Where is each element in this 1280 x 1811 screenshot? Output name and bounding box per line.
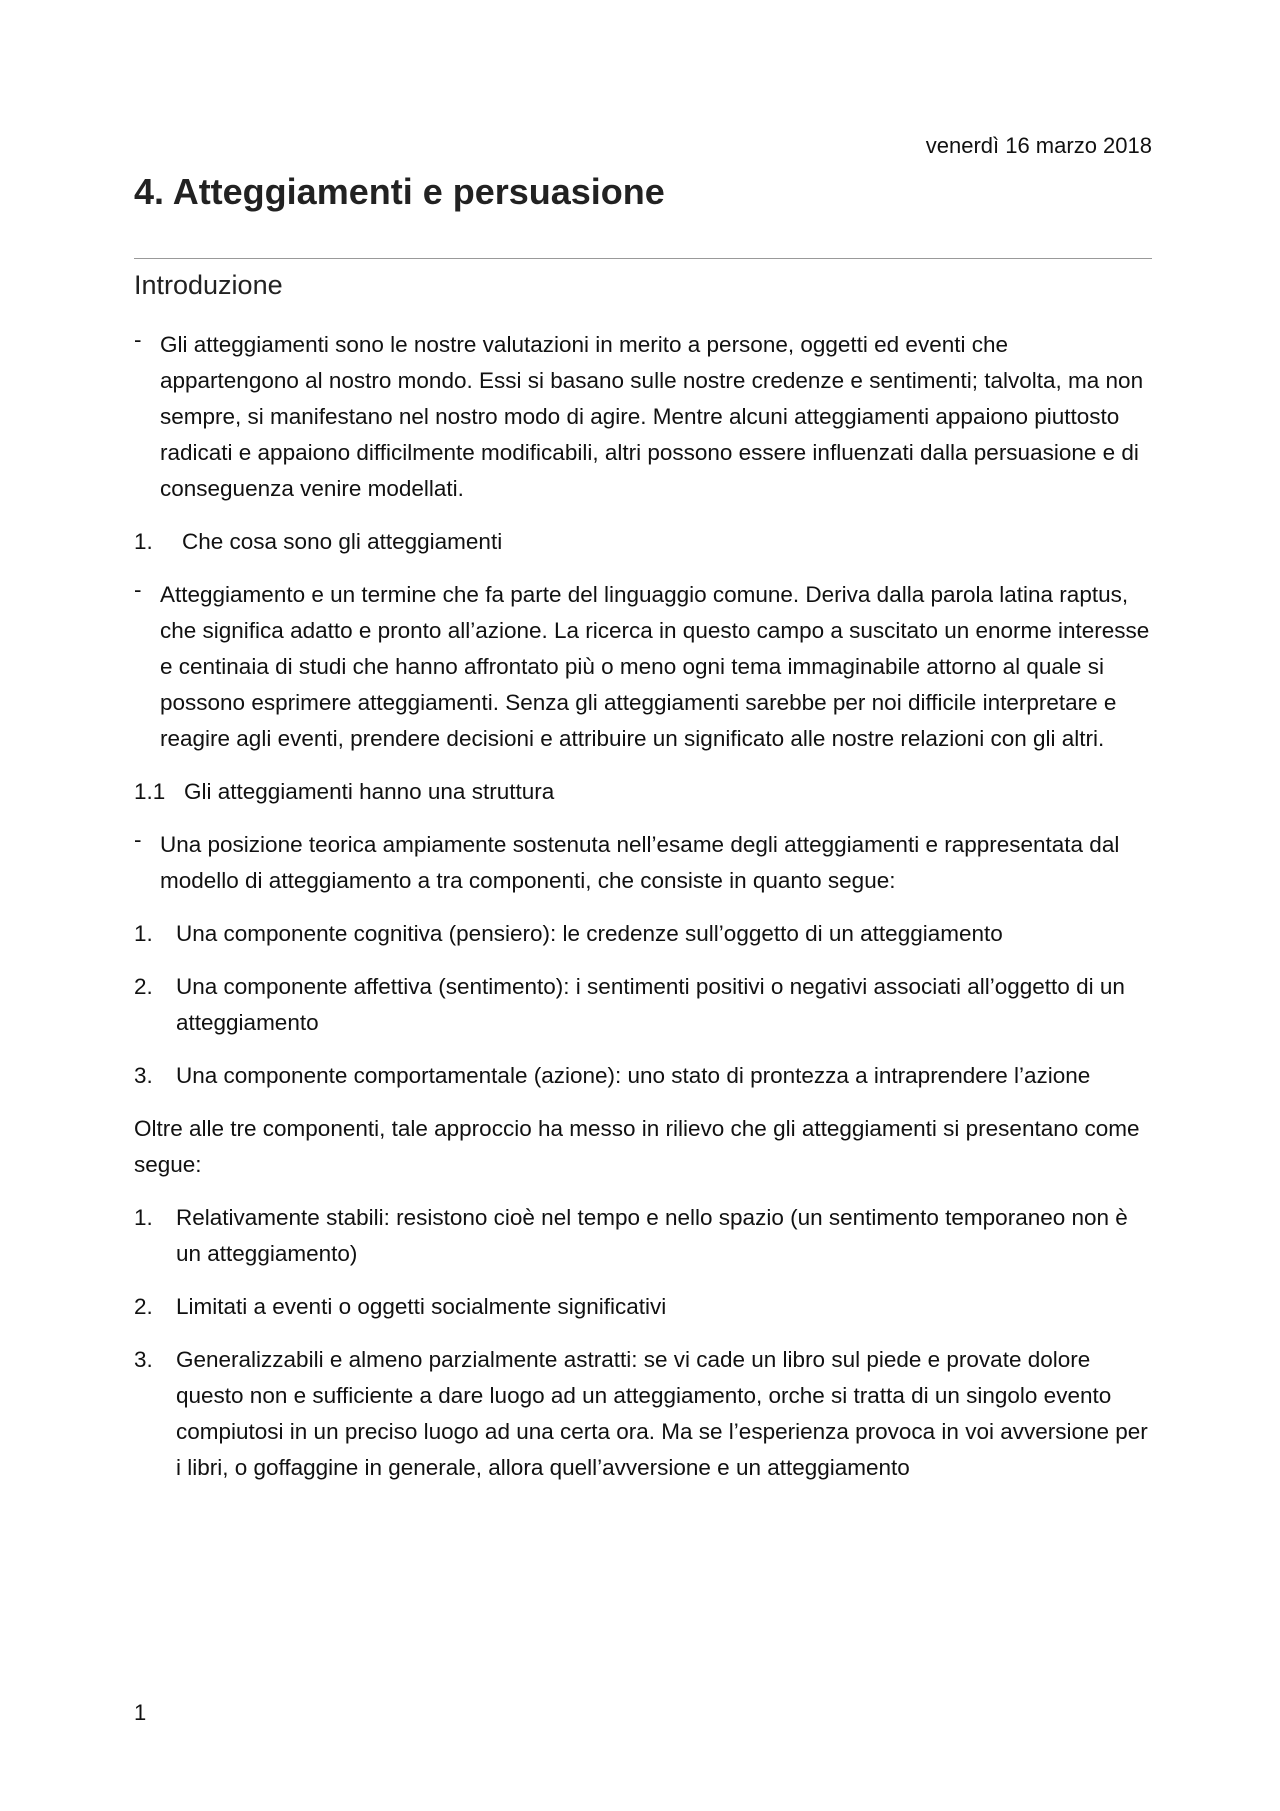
page-number: 1 <box>134 1700 147 1725</box>
subheading-text: Gli atteggiamenti hanno una struttura <box>184 779 555 804</box>
subheading-number: 1. <box>134 529 153 554</box>
item-number: 3. <box>134 1347 153 1372</box>
document-body <box>134 327 1152 1503</box>
chapter-title: 4. Atteggiamenti e persuasione <box>134 171 665 212</box>
item-text: Una componente comportamentale (azione): uno stato di prontezza a intraprendere l’azione <box>176 1063 1091 1088</box>
paragraph-text: Atteggiamento e un termine che fa parte del linguaggio comune. Deriva dalla parola latina raptus, che significa adatto e pronto all’azione. La ricerca in questo campo a suscitato un enorme interesse e centinaia di studi che hanno affrontato più o meno ogni tema immaginabile attorno al quale si possono esprimere atteggiamenti. Senza gli atteggiamenti sarebbe per noi difficile interpretare e reagire agli eventi, prendere decisioni e attribuire un significato alle nostre relazioni con gli altri. <box>160 582 1150 751</box>
numbered-item <box>134 916 1152 952</box>
numbered-item <box>134 1058 1152 1094</box>
item-number: 3. <box>134 1063 153 1088</box>
section-title: Introduzione <box>134 270 283 300</box>
subheading-1 <box>134 524 1152 560</box>
intro-dash-paragraph <box>134 327 1152 507</box>
numbered-item <box>134 969 1152 1041</box>
item-text: Generalizzabili e almeno parzialmente astratti: se vi cade un libro sul piede e provate dolore questo non e sufficiente a dare luogo ad un atteggiamento, orche si tratta di un singolo evento compiutosi in un preciso luogo ad una certa ora. Ma se l’esperienza provoca in voi avversione per i libri, o goffaggine in generale, allora quell’avversione e un atteggiamento <box>176 1347 1148 1480</box>
dash-marker: - <box>134 827 142 852</box>
paragraph-text: Gli atteggiamenti sono le nostre valutazioni in merito a persone, oggetti ed eventi che appartengono al nostro mondo. Essi si basano sulle nostre credenze e sentimenti; talvolta, ma non sempre, si manifestano nel nostro modo di agire. Mentre alcuni atteggiamenti appaiono piuttosto radicati e appaiono difficilmente modificabili, altri possono essere influenzati dalla persuasione e di conseguenza venire modellati. <box>160 332 1144 501</box>
dash-marker: - <box>134 327 142 352</box>
definition-dash-paragraph <box>134 577 1152 757</box>
item-text: Una componente affettiva (sentimento): i sentimenti positivi o negativi associati all’oggetto di un atteggiamento <box>176 974 1125 1035</box>
item-number: 2. <box>134 1294 153 1319</box>
plain-paragraph <box>134 1111 1152 1183</box>
item-number: 1. <box>134 1205 153 1230</box>
item-text: Limitati a eventi o oggetti socialmente significativi <box>176 1294 667 1319</box>
numbered-item <box>134 1342 1152 1486</box>
document-date: venerdì 16 marzo 2018 <box>925 133 1152 158</box>
item-text: Relativamente stabili: resistono cioè nel tempo e nello spazio (un sentimento temporaneo non è un atteggiamento) <box>176 1205 1128 1266</box>
item-text: Una componente cognitiva (pensiero): le credenze sull’oggetto di un atteggiamento <box>176 921 1003 946</box>
dash-marker: - <box>134 577 142 602</box>
title-divider <box>134 258 1152 259</box>
numbered-item <box>134 1289 1152 1325</box>
subheading-1-1 <box>134 774 1152 810</box>
item-number: 1. <box>134 921 153 946</box>
subheading-number: 1.1 <box>134 779 166 804</box>
paragraph-text: Una posizione teorica ampiamente sostenuta nell’esame degli atteggiamenti e rappresentata dal modello di atteggiamento a tra componenti, che consiste in quanto segue: <box>160 832 1120 893</box>
subheading-text: Che cosa sono gli atteggiamenti <box>182 529 503 554</box>
numbered-item <box>134 1200 1152 1272</box>
structure-dash-paragraph <box>134 827 1152 899</box>
paragraph-text: Oltre alle tre componenti, tale approccio ha messo in rilievo che gli atteggiamenti si presentano come segue: <box>134 1116 1140 1177</box>
document-page <box>134 0 1152 1811</box>
item-number: 2. <box>134 974 153 999</box>
